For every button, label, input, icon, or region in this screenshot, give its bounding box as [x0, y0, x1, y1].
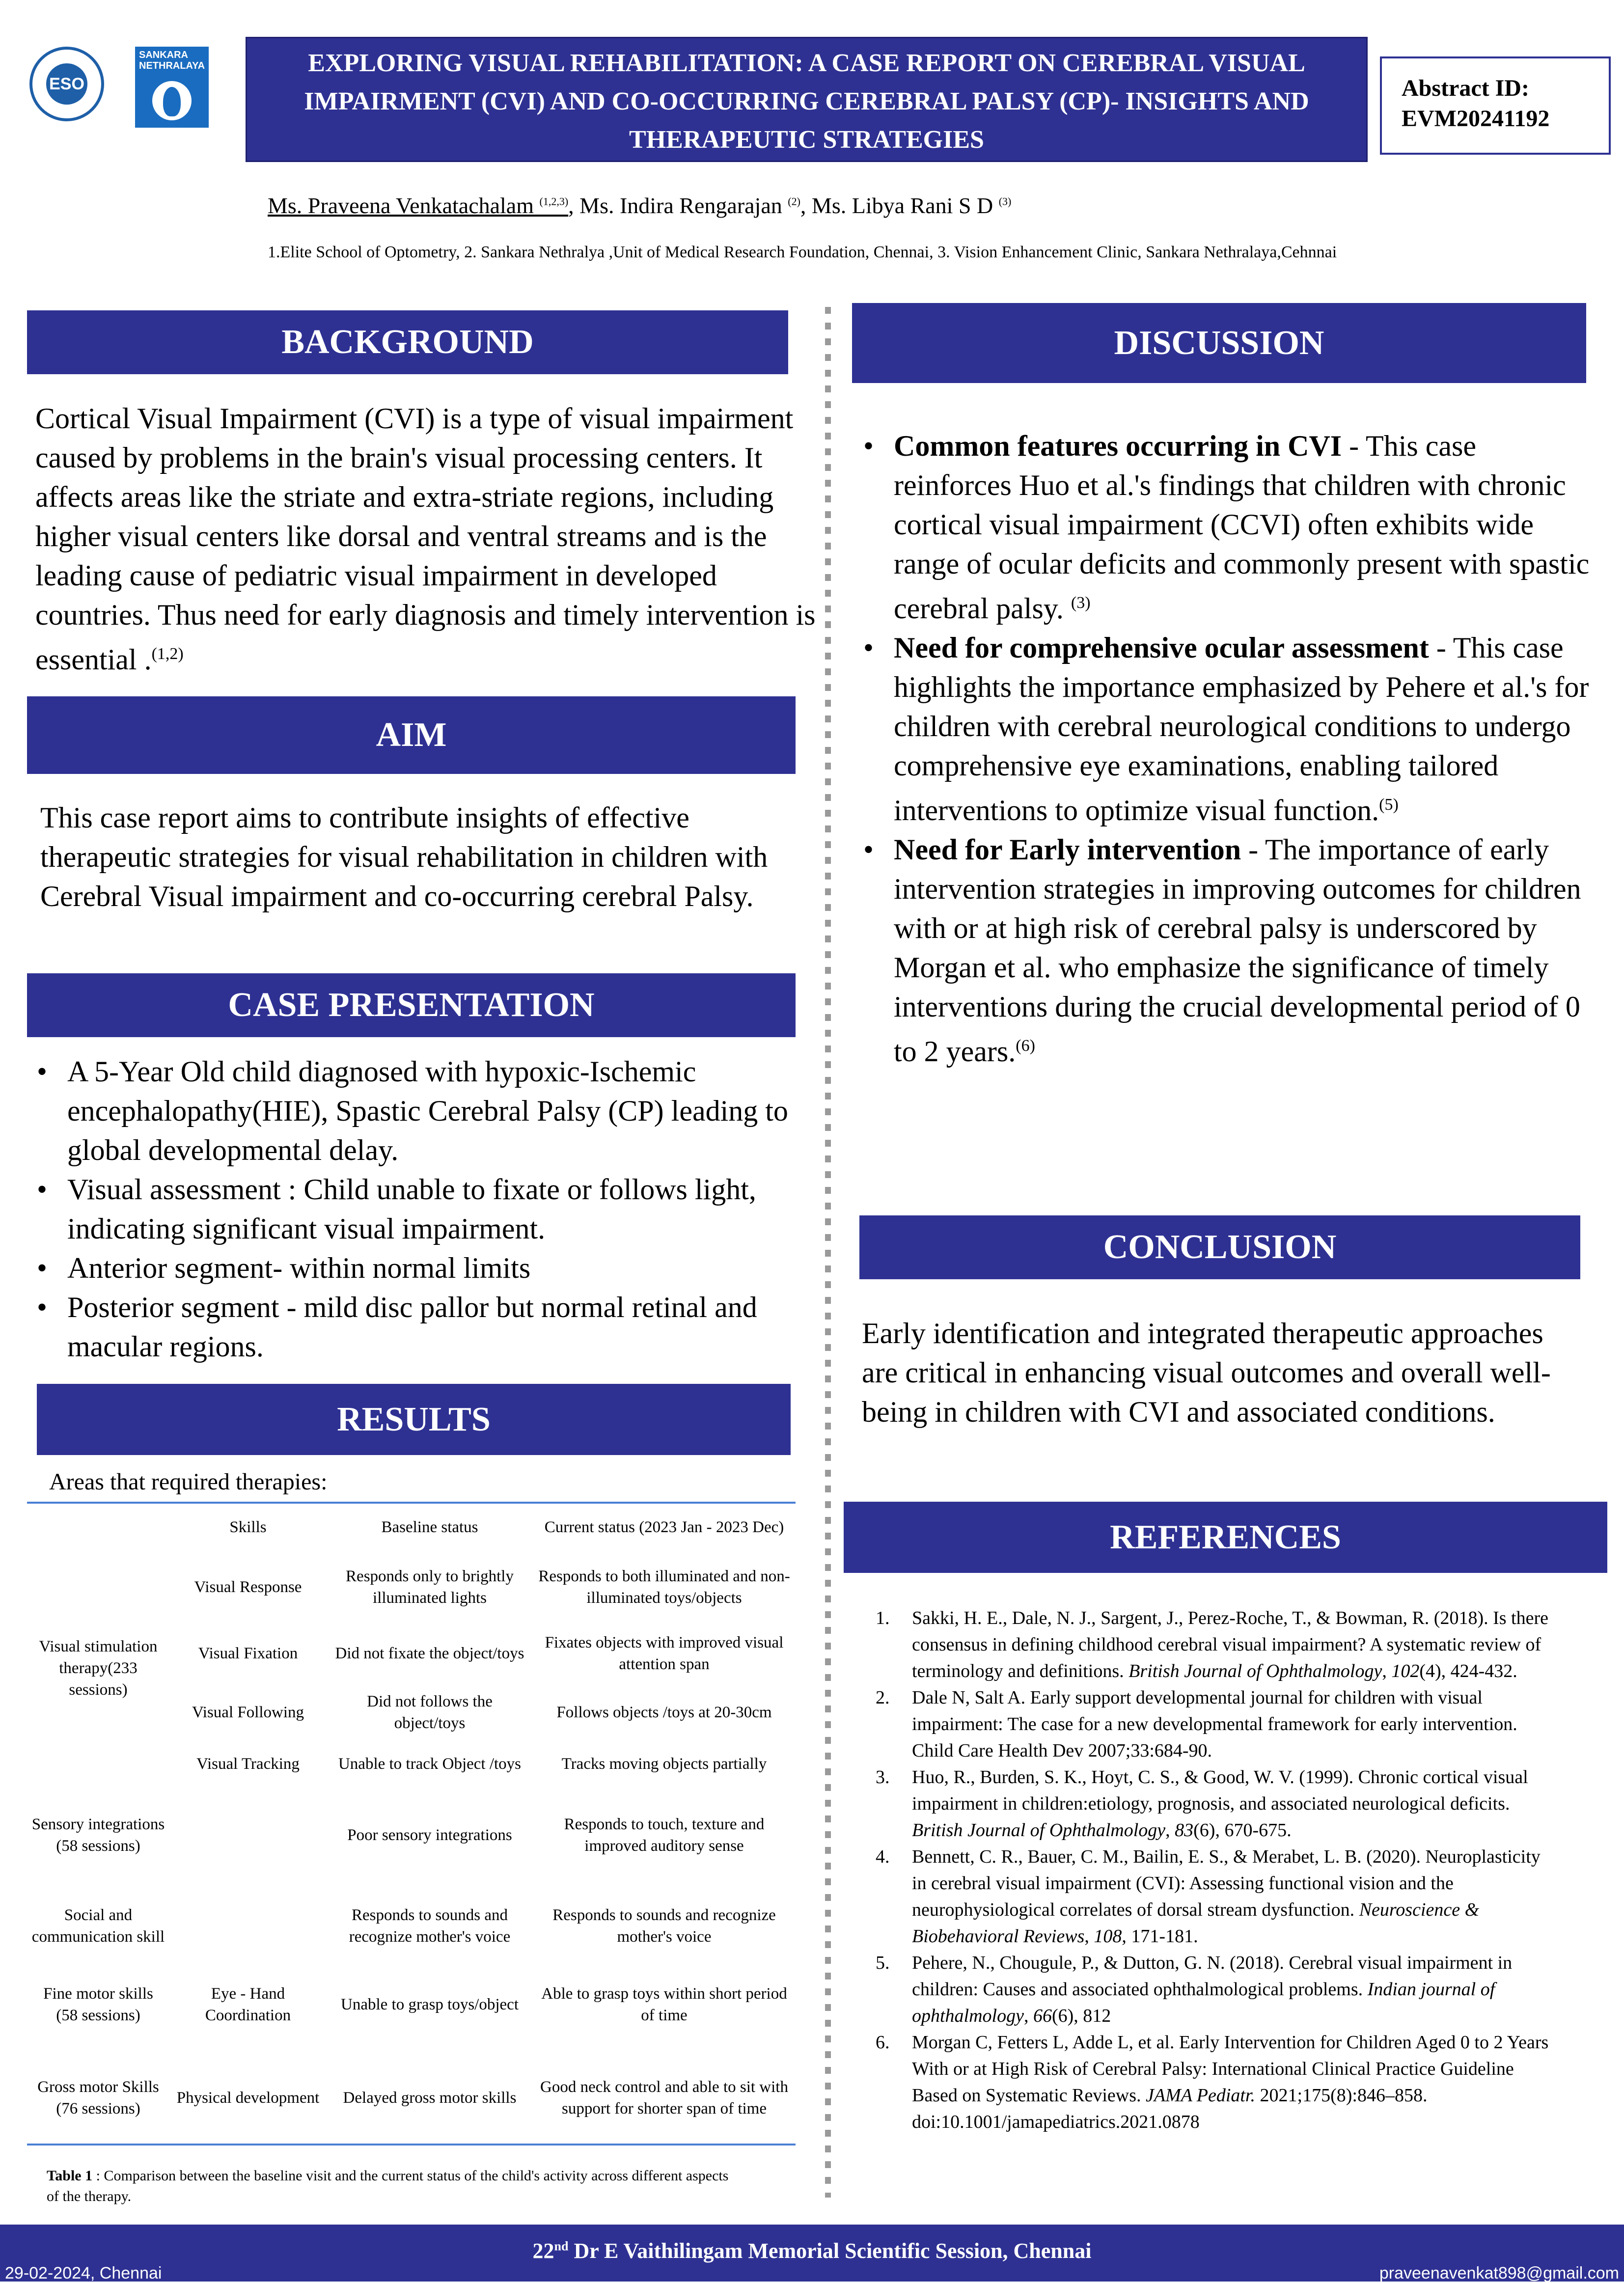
- baseline-cell: Did not follows the object/toys: [367, 1693, 493, 1732]
- table-row: [27, 2041, 796, 2154]
- conclusion-text: Early identification and integrated therapeutic approaches are critical in enhancing visual outcomes and overall well-being in children with CVI and associated conditions.: [862, 1317, 1551, 1428]
- eso-logo: [29, 47, 104, 121]
- case-list: [27, 1052, 798, 1366]
- baseline-cell: Responds only to brightly illuminated lights: [346, 1568, 514, 1607]
- discussion-heading: DISCUSSION: [852, 303, 1586, 383]
- affiliations: 1.Elite School of Optometry, 2. Sankara Nethralya ,Unit of Medical Research Foundation, Chennai, 3. Vision Enhancement Clinic, Sankara Nethralaya,Cehnnai: [268, 243, 1337, 261]
- results-caption-top: Areas that required therapies:: [49, 1469, 328, 1495]
- reference-item: 6. Morgan C, Fetters L, Adde L, et al. Early Intervention for Children Aged 0 to 2 Years With or at High Risk of Cerebral Palsy: International Clinical Practice Guideline Based on Systematic Reviews. JAMA Pediatr. 2021;175(8):846–858. doi:10.1001/jamapediatrics.2021.0878: [876, 2032, 1549, 2132]
- current-cell: Responds to both illuminated and non-illuminated toys/objects: [538, 1568, 790, 1607]
- footer-email[interactable]: praveenavenkat898@gmail.com: [1379, 2264, 1619, 2283]
- case-item: • Posterior segment - mild disc pallor but normal retinal and macular regions.: [67, 1288, 798, 1366]
- area-cell: Visual stimulation therapy(233 sessions): [39, 1638, 158, 1699]
- current-cell: Able to grasp toys within short period of time: [541, 1985, 787, 2024]
- discussion-item: • Common features occurring in CVI - This case reinforces Huo et al.'s findings that children with chronic cortical visual impairment (CCVI) often exhibits wide range of ocular deficits and commonly present with spastic cerebral palsy. $^{(3)}$: [894, 426, 1595, 628]
- baseline-cell: Poor sensory integrations: [347, 1826, 512, 1844]
- reference-item: 1. Sakki, H. E., Dale, N. J., Sargent, J., Perez-Roche, T., & Bowman, R. (2018). Is there consensus in defining childhood cerebral visual impairment? A systematic review of terminology and definitions. British Journal of Ophthalmology, 102(4), 424-432.: [876, 1608, 1548, 1681]
- skill-cell: Physical development: [176, 2089, 320, 2107]
- col-header-baseline: Baseline status: [381, 1518, 478, 1536]
- authors: [268, 193, 1011, 219]
- aim-heading: AIM: [27, 696, 796, 774]
- discussion-item: • Need for comprehensive ocular assessment - This case highlights the importance emphasized by Pehere et al.'s for children with cerebral neurological conditions to undergo comprehensive eye examinations, enabling tailored interventions to optimize visual function.$^{(5)}$: [894, 628, 1595, 830]
- area-cell: Social and communication skill: [31, 1906, 165, 1946]
- baseline-cell: Unable to track Object /toys: [338, 1755, 522, 1773]
- baseline-cell: Did not fixate the object/toys: [335, 1645, 524, 1662]
- skill-cell: [169, 1884, 327, 1968]
- table-row: [27, 1786, 796, 1884]
- poster-title: EXPLORING VISUAL REHABILITATION: A CASE REPORT ON CEREBRAL VISUAL IMPAIRMENT (CVI) AND CO-OCCURRING CEREBRAL PALSY (CP)- INSIGHTS AND THERAPEUTIC STRATEGIES: [246, 37, 1368, 162]
- author-3: , Ms. Libya Rani S D $^{(3)}$: [800, 193, 1012, 218]
- abstract-id-box: [1380, 56, 1611, 155]
- aim-text: This case report aims to contribute insights of effective therapeutic strategies for visual rehabilitation in children with Cerebral Visual impairment and co-occurring cerebral Palsy.: [40, 801, 768, 912]
- reference-item: 2. Dale N, Salt A. Early support developmental journal for children with visual impairment: The case for a new developmental framework for early intervention. Child Care Health Dev 2007;33:684-90.: [876, 1687, 1517, 1761]
- footer-band: [0, 2225, 1624, 2282]
- reference-item: 5. Pehere, N., Chougule, P., & Dutton, G. N. (2018). Cerebral visual impairment in children: Causes and associated ophthalmological problems. Indian journal of ophthalmology, 66(6), 812: [876, 1953, 1513, 2026]
- case-item: • Anterior segment- within normal limits: [67, 1248, 798, 1288]
- author-2: , Ms. Indira Rengarajan $^{(2)}$: [568, 193, 800, 218]
- skill-cell: Visual Response: [194, 1578, 302, 1596]
- current-cell: Fixates objects with improved visual attention span: [545, 1634, 784, 1673]
- sn-logo-text: SANKARA NETHRALAYA: [139, 50, 205, 71]
- skill-cell: [169, 1786, 327, 1884]
- results-heading: RESULTS: [37, 1384, 791, 1455]
- table-row: [27, 1550, 796, 1624]
- abstract-id: EVM20241192: [1402, 106, 1550, 132]
- current-cell: Responds to touch, texture and improved auditory sense: [564, 1815, 765, 1855]
- footer-date: 29-02-2024, Chennai: [5, 2264, 162, 2283]
- skill-cell: Eye - Hand Coordination: [205, 1985, 291, 2024]
- case-heading: CASE PRESENTATION: [27, 973, 796, 1037]
- skill-cell: Visual Fixation: [198, 1645, 298, 1662]
- current-cell: Good neck control and able to sit with support for shorter span of time: [540, 2078, 788, 2118]
- discussion-item: • Need for Early intervention - The importance of early intervention strategies in improving outcomes for children with or at high risk of cerebral palsy is underscored by Morgan et al. who emphasize the significance of timely interventions during the crucial developmental period of 0 to 2 years.$^{(6)}$: [894, 830, 1595, 1071]
- skill-cell: Visual Tracking: [196, 1755, 300, 1773]
- col-header-skills: Skills: [229, 1518, 267, 1536]
- table-row: [27, 1968, 796, 2041]
- abstract-label: Abstract ID:: [1402, 75, 1529, 101]
- col-header-current: Current status (2023 Jan - 2023 Dec): [544, 1518, 784, 1536]
- case-item: • Visual assessment : Child unable to fixate or follows light, indicating significant visual impairment.: [67, 1170, 798, 1248]
- skill-cell: Visual Following: [192, 1704, 304, 1721]
- current-cell: Tracks moving objects partially: [561, 1755, 767, 1773]
- sankara-nethralaya-logo: [135, 47, 209, 128]
- table-caption: Table 1 : Comparison between the baseline visit and the current status of the child's activity across different aspects of the therapy.: [47, 2168, 729, 2204]
- baseline-cell: Unable to grasp toys/object: [340, 1996, 519, 2013]
- col-header-area: [27, 1504, 169, 1550]
- case-item: • A 5-Year Old child diagnosed with hypoxic-Ischemic encephalopathy(HIE), Spastic Cerebral Palsy (CP) leading to global developmental delay.: [67, 1052, 798, 1170]
- background-heading: BACKGROUND: [27, 310, 788, 374]
- area-cell: Sensory integrations (58 sessions): [31, 1815, 165, 1855]
- baseline-cell: Responds to sounds and recognize mother's voice: [349, 1906, 511, 1946]
- column-divider: [825, 307, 831, 2198]
- table-row: [27, 1884, 796, 1968]
- area-cell: Gross motor Skills (76 sessions): [37, 2078, 159, 2118]
- discussion-list: [853, 426, 1595, 1071]
- reference-item: 4. Bennett, C. R., Bauer, C. M., Bailin, E. S., & Merabet, L. B. (2020). Neuroplasticity in cerebral visual impairment (CVI): Assessing functional vision and the neurophysiological correlates of dorsal stream dysfunction. Neuroscience & Biobehavioral Reviews, 108, 171-181.: [876, 1846, 1541, 1947]
- baseline-cell: Delayed gross motor skills: [343, 2089, 517, 2107]
- sn-eye-icon: [152, 81, 192, 120]
- conclusion-heading: CONCLUSION: [859, 1215, 1580, 1279]
- references-list: [872, 1605, 1549, 2135]
- current-cell: Follows objects /toys at 20-30cm: [556, 1704, 772, 1721]
- footer-session: 22nd Dr E Vaithilingam Memorial Scientific Session, Chennai: [532, 2239, 1092, 2263]
- eso-logo-text: ESO: [46, 63, 87, 105]
- background-text: Cortical Visual Impairment (CVI) is a type of visual impairment caused by problems in the brain's visual processing centers. It affects areas like the striate and extra-striate regions, including higher visual centers like dorsal and ventral streams and is the leading cause of pediatric visual impairment in developed countries. Thus need for early diagnosis and timely intervention is essential .$^{(1,2)}$: [35, 402, 816, 676]
- results-table-bottom-rule: [27, 2144, 796, 2145]
- area-cell: Fine motor skills (58 sessions): [43, 1985, 153, 2024]
- references-heading: REFERENCES: [844, 1502, 1607, 1573]
- reference-item: 3. Huo, R., Burden, S. K., Hoyt, C. S., & Good, W. V. (1999). Chronic cortical visual impairment in children:etiology, prognosis, and associated neurological deficits. British Journal of Ophthalmology, 83(6), 670-675.: [876, 1767, 1528, 1841]
- results-table: [27, 1504, 796, 2154]
- author-1: Ms. Praveena Venkatachalam $^{(1,2,3)}$: [268, 193, 569, 218]
- current-cell: Responds to sounds and recognize mother's voice: [552, 1906, 776, 1946]
